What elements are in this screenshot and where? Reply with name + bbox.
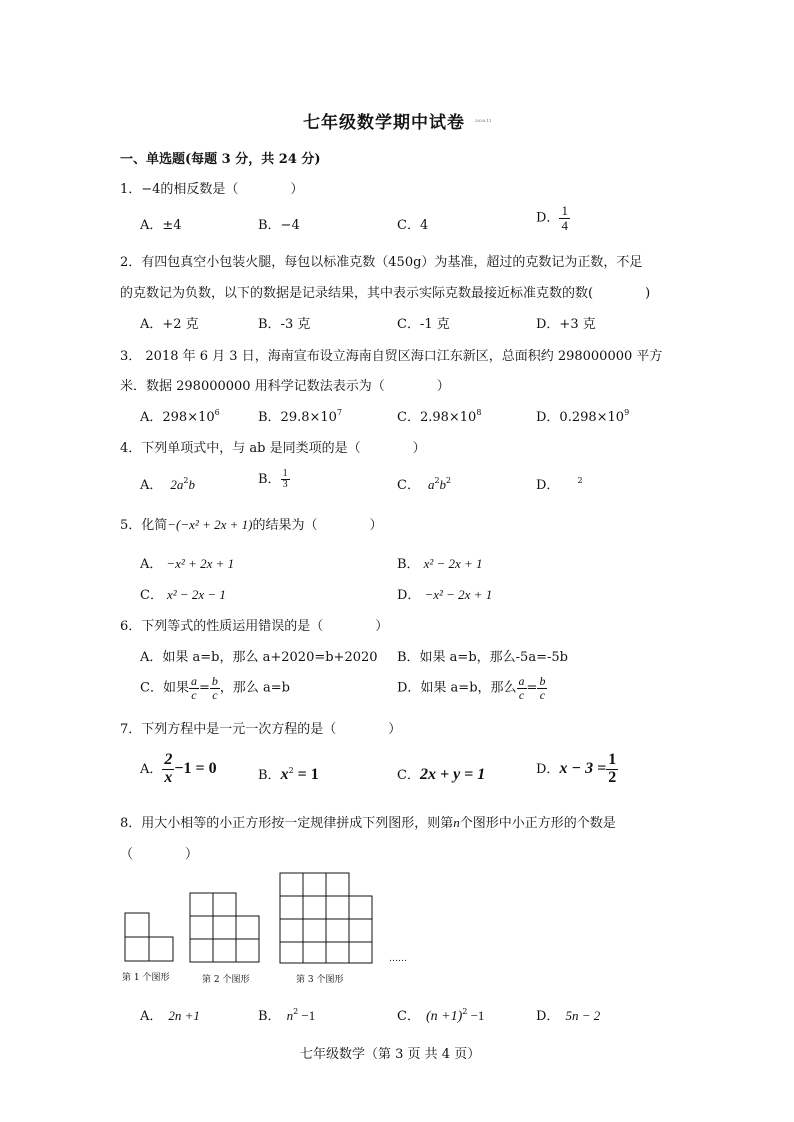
ellipsis: ……	[389, 954, 407, 964]
q1-option-d: D． $\frac{1}{4}$	[536, 203, 568, 233]
figure-1-squares	[124, 912, 176, 962]
question-4-stem: 4．下列单项式中，与 ab 是同类项的是（ ）	[120, 441, 426, 456]
q4-option-a: A． $2a^2b$	[140, 476, 195, 493]
question-8-line1: 8．用大小相等的小正方形按一定规律拼成下列图形，则第n个图形中小正方形的个数是	[120, 815, 616, 831]
q1-option-a: A．±4	[140, 218, 182, 233]
page-title: 七年级数学期中试卷	[303, 113, 465, 133]
q8-option-b: B． $n^2 -1$	[258, 1007, 316, 1024]
stamp-text: 2020.11	[475, 118, 492, 123]
q1-option-c: C．4	[397, 218, 429, 233]
q5-option-d: D． −x² − 2x + 1	[397, 587, 493, 603]
q4-option-b: B． $\frac{1}{3}$	[258, 467, 288, 490]
figure-1-caption: 第 1 个图形	[122, 973, 170, 983]
q6-option-b: B．如果 a=b，那么-5a=-5b	[397, 650, 568, 665]
question-3-line2: 米．数据 298000000 用科学记数法表示为（ ）	[120, 379, 450, 394]
q5-option-c: C． x² − 2x − 1	[140, 587, 226, 603]
q6-option-c: C．如果 $\frac{a}{c}$ = $\frac{b}{c}$ ，那么 a=b	[140, 674, 290, 702]
section-heading: 一、单选题(每题 3 分，共 24 分)	[120, 152, 321, 167]
q6-option-d: D．如果 a=b，那么 $\frac{a}{c}$ = $\frac{b}{c}$	[397, 674, 546, 702]
question-2-line2: 的克数记为负数，以下的数据是记录结果，其中表示实际克数最接近标准克数的数( )	[120, 286, 651, 301]
q2-option-a: A．+2 克	[140, 317, 199, 332]
question-8-line2: （ ）	[120, 847, 199, 862]
q8-option-d: D． 5n − 2	[536, 1008, 601, 1024]
figure-3-caption: 第 3 个图形	[296, 975, 344, 985]
q5-option-b: B． x² − 2x + 1	[397, 556, 483, 572]
q7-option-b: B．$x^2 = 1$	[258, 766, 319, 783]
q2-option-d: D．+3 克	[536, 317, 596, 332]
q8-option-c: C． $(n +1)^2 -1$	[397, 1007, 485, 1024]
q4-option-c: C． $a^2b^2$	[397, 476, 452, 493]
q8-option-a: A． 2n +1	[140, 1008, 200, 1024]
q2-option-b: B．-3 克	[258, 317, 311, 332]
q2-option-c: C．-1 克	[397, 317, 450, 332]
q1-option-b: B．−4	[258, 218, 300, 233]
question-6-stem: 6．下列等式的性质运用错误的是（ ）	[120, 619, 389, 634]
question-7-stem: 7．下列方程中是一元一次方程的是（ ）	[120, 722, 402, 737]
q7-option-a: A． $\frac{2}{x}$ −1 = 0	[140, 751, 217, 786]
figure-3-squares	[279, 872, 375, 964]
q7-option-c: C．2x + y = 1	[397, 766, 486, 783]
q3-option-a: A．$298\times 10^6$	[140, 408, 220, 425]
q3-option-d: D．$0.298\times 10^9$	[536, 408, 630, 425]
figure-2-caption: 第 2 个图形	[202, 975, 250, 985]
page-footer: 七年级数学（第 3 页 共 4 页）	[300, 1047, 481, 1062]
q7-option-d: D．x − 3 = $\frac{1}{2}$	[536, 751, 617, 786]
q4-option-d: D． $^2$	[536, 476, 583, 493]
question-3-line1: 3． 2018 年 6 月 3 日，海南宣布设立海南自贸区海口江东新区，总面积约 298000000 平方	[120, 349, 663, 364]
q3-option-c: C．$2.98\times 10^8$	[397, 408, 482, 425]
q3-option-b: B．$29.8\times 10^7$	[258, 408, 343, 425]
question-5-stem: 5．化简−(−x² + 2x + 1)的结果为（ ）	[120, 517, 383, 533]
figure-2-squares	[189, 892, 265, 963]
q6-option-a: A．如果 a=b，那么 a+2020=b+2020	[140, 650, 378, 665]
question-2-line1: 2．有四包真空小包装火腿，每包以标准克数（450g）为基准，超过的克数记为正数，不足	[120, 255, 643, 270]
question-1-stem: 1．−4的相反数是（ ）	[120, 182, 304, 197]
q5-option-a: A． −x² + 2x + 1	[140, 556, 235, 572]
